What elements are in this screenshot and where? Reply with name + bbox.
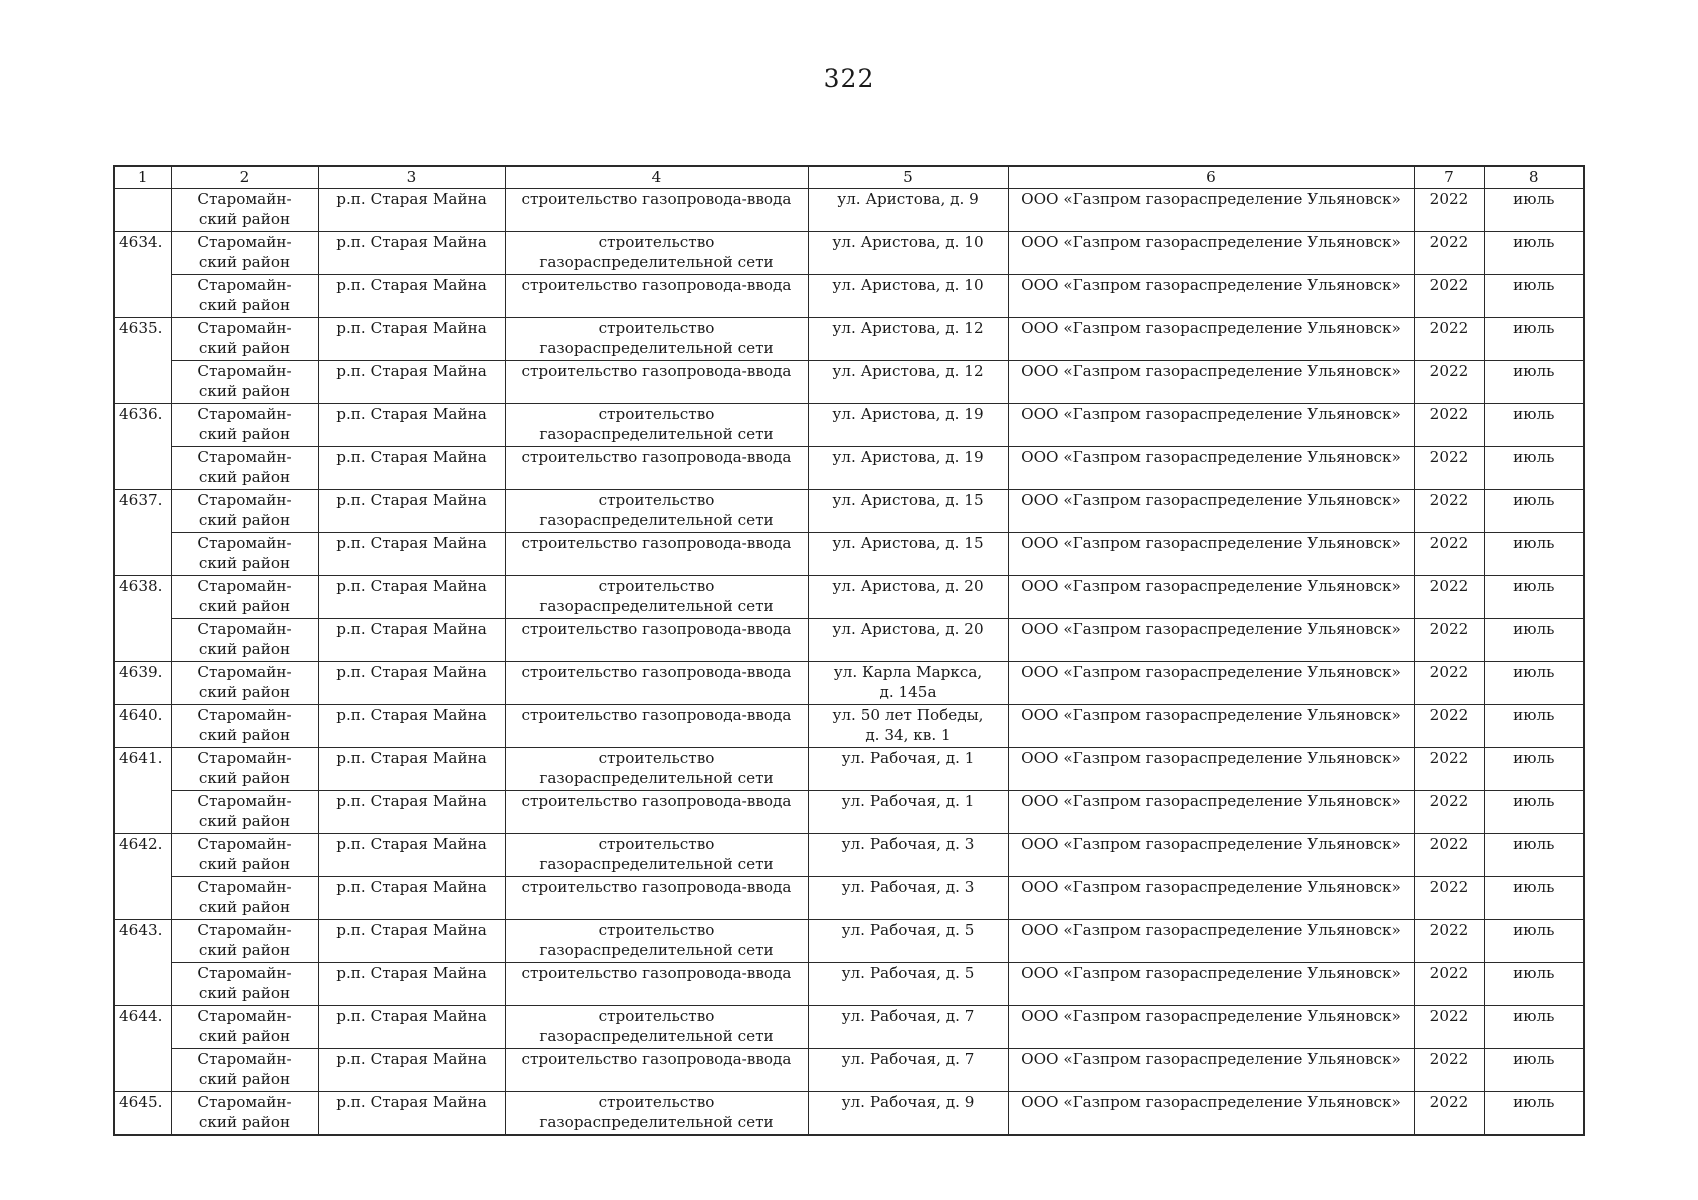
address-cell: ул. Аристова, д. 20: [808, 576, 1008, 619]
locality-cell: р.п. Старая Майна: [318, 1092, 505, 1136]
table-row: [114, 404, 1584, 447]
year-cell: 2022: [1414, 963, 1484, 1006]
address-cell: ул. Рабочая, д. 7: [808, 1006, 1008, 1049]
table-row: [114, 619, 1584, 662]
locality-cell: р.п. Старая Майна: [318, 920, 505, 963]
work-type-cell: строительство газораспределительной сети: [505, 490, 808, 533]
work-type-cell: строительство газопровода-ввода: [505, 447, 808, 490]
district-cell: Старомайн- ский район: [171, 447, 318, 490]
locality-cell: р.п. Старая Майна: [318, 705, 505, 748]
month-cell: июль: [1484, 533, 1584, 576]
table-row: [114, 963, 1584, 1006]
district-cell: Старомайн- ский район: [171, 834, 318, 877]
organization-cell: ООО «Газпром газораспределение Ульяновск»: [1008, 748, 1414, 791]
organization-cell: ООО «Газпром газораспределение Ульяновск»: [1008, 963, 1414, 1006]
year-cell: 2022: [1414, 275, 1484, 318]
month-cell: июль: [1484, 834, 1584, 877]
year-cell: 2022: [1414, 447, 1484, 490]
table-row: [114, 275, 1584, 318]
row-number: 4643.: [114, 920, 171, 1006]
district-cell: Старомайн- ский район: [171, 318, 318, 361]
organization-cell: ООО «Газпром газораспределение Ульяновск»: [1008, 705, 1414, 748]
locality-cell: р.п. Старая Майна: [318, 1049, 505, 1092]
table-row: [114, 662, 1584, 705]
district-cell: Старомайн- ский район: [171, 576, 318, 619]
address-cell: ул. Аристова, д. 12: [808, 318, 1008, 361]
month-cell: июль: [1484, 404, 1584, 447]
row-number: [114, 189, 171, 232]
table-body: [114, 189, 1584, 1136]
schedule-table: [113, 165, 1585, 1136]
year-cell: 2022: [1414, 834, 1484, 877]
work-type-cell: строительство газопровода-ввода: [505, 963, 808, 1006]
address-cell: ул. Аристова, д. 15: [808, 490, 1008, 533]
district-cell: Старомайн- ский район: [171, 1006, 318, 1049]
work-type-cell: строительство газопровода-ввода: [505, 361, 808, 404]
locality-cell: р.п. Старая Майна: [318, 189, 505, 232]
address-cell: ул. Рабочая, д. 7: [808, 1049, 1008, 1092]
month-cell: июль: [1484, 1092, 1584, 1136]
column-header: 2: [171, 166, 318, 189]
table-row: [114, 533, 1584, 576]
table-row: [114, 834, 1584, 877]
row-number: 4637.: [114, 490, 171, 576]
year-cell: 2022: [1414, 404, 1484, 447]
address-cell: ул. Карла Маркса, д. 145а: [808, 662, 1008, 705]
year-cell: 2022: [1414, 533, 1484, 576]
district-cell: Старомайн- ский район: [171, 1049, 318, 1092]
column-header: 1: [114, 166, 171, 189]
district-cell: Старомайн- ский район: [171, 490, 318, 533]
table-row: [114, 877, 1584, 920]
year-cell: 2022: [1414, 361, 1484, 404]
year-cell: 2022: [1414, 318, 1484, 361]
year-cell: 2022: [1414, 189, 1484, 232]
month-cell: июль: [1484, 705, 1584, 748]
row-number: 4640.: [114, 705, 171, 748]
work-type-cell: строительство газораспределительной сети: [505, 920, 808, 963]
organization-cell: ООО «Газпром газораспределение Ульяновск»: [1008, 662, 1414, 705]
address-cell: ул. Аристова, д. 10: [808, 275, 1008, 318]
column-header: 3: [318, 166, 505, 189]
month-cell: июль: [1484, 1049, 1584, 1092]
organization-cell: ООО «Газпром газораспределение Ульяновск»: [1008, 877, 1414, 920]
table-row: [114, 705, 1584, 748]
month-cell: июль: [1484, 662, 1584, 705]
organization-cell: ООО «Газпром газораспределение Ульяновск»: [1008, 447, 1414, 490]
locality-cell: р.п. Старая Майна: [318, 232, 505, 275]
table-row: [114, 361, 1584, 404]
locality-cell: р.п. Старая Майна: [318, 447, 505, 490]
district-cell: Старомайн- ский район: [171, 791, 318, 834]
table-row: [114, 1006, 1584, 1049]
locality-cell: р.п. Старая Майна: [318, 318, 505, 361]
district-cell: Старомайн- ский район: [171, 963, 318, 1006]
locality-cell: р.п. Старая Майна: [318, 791, 505, 834]
organization-cell: ООО «Газпром газораспределение Ульяновск»: [1008, 1049, 1414, 1092]
organization-cell: ООО «Газпром газораспределение Ульяновск»: [1008, 1092, 1414, 1136]
row-number: 4639.: [114, 662, 171, 705]
work-type-cell: строительство газораспределительной сети: [505, 232, 808, 275]
page-number: 322: [823, 64, 875, 93]
month-cell: июль: [1484, 791, 1584, 834]
column-header: 6: [1008, 166, 1414, 189]
locality-cell: р.п. Старая Майна: [318, 404, 505, 447]
district-cell: Старомайн- ский район: [171, 189, 318, 232]
address-cell: ул. 50 лет Победы, д. 34, кв. 1: [808, 705, 1008, 748]
district-cell: Старомайн- ский район: [171, 275, 318, 318]
year-cell: 2022: [1414, 920, 1484, 963]
address-cell: ул. Аристова, д. 19: [808, 447, 1008, 490]
address-cell: ул. Рабочая, д. 1: [808, 748, 1008, 791]
locality-cell: р.п. Старая Майна: [318, 533, 505, 576]
organization-cell: ООО «Газпром газораспределение Ульяновск»: [1008, 1006, 1414, 1049]
work-type-cell: строительство газопровода-ввода: [505, 877, 808, 920]
district-cell: Старомайн- ский район: [171, 920, 318, 963]
work-type-cell: строительство газопровода-ввода: [505, 275, 808, 318]
district-cell: Старомайн- ский район: [171, 533, 318, 576]
district-cell: Старомайн- ский район: [171, 1092, 318, 1136]
district-cell: Старомайн- ский район: [171, 361, 318, 404]
table-row: [114, 748, 1584, 791]
month-cell: июль: [1484, 963, 1584, 1006]
month-cell: июль: [1484, 920, 1584, 963]
organization-cell: ООО «Газпром газораспределение Ульяновск»: [1008, 189, 1414, 232]
table-row: [114, 576, 1584, 619]
row-number: 4634.: [114, 232, 171, 318]
month-cell: июль: [1484, 189, 1584, 232]
work-type-cell: строительство газопровода-ввода: [505, 533, 808, 576]
locality-cell: р.п. Старая Майна: [318, 963, 505, 1006]
row-number: 4641.: [114, 748, 171, 834]
address-cell: ул. Аристова, д. 19: [808, 404, 1008, 447]
work-type-cell: строительство газораспределительной сети: [505, 748, 808, 791]
table-row: [114, 920, 1584, 963]
work-type-cell: строительство газораспределительной сети: [505, 404, 808, 447]
district-cell: Старомайн- ский район: [171, 662, 318, 705]
locality-cell: р.п. Старая Майна: [318, 275, 505, 318]
organization-cell: ООО «Газпром газораспределение Ульяновск»: [1008, 533, 1414, 576]
organization-cell: ООО «Газпром газораспределение Ульяновск»: [1008, 490, 1414, 533]
month-cell: июль: [1484, 490, 1584, 533]
row-number: 4636.: [114, 404, 171, 490]
organization-cell: ООО «Газпром газораспределение Ульяновск»: [1008, 834, 1414, 877]
year-cell: 2022: [1414, 619, 1484, 662]
district-cell: Старомайн- ский район: [171, 748, 318, 791]
address-cell: ул. Рабочая, д. 5: [808, 963, 1008, 1006]
locality-cell: р.п. Старая Майна: [318, 361, 505, 404]
locality-cell: р.п. Старая Майна: [318, 576, 505, 619]
month-cell: июль: [1484, 361, 1584, 404]
locality-cell: р.п. Старая Майна: [318, 1006, 505, 1049]
district-cell: Старомайн- ский район: [171, 232, 318, 275]
year-cell: 2022: [1414, 877, 1484, 920]
year-cell: 2022: [1414, 748, 1484, 791]
month-cell: июль: [1484, 619, 1584, 662]
table-row: [114, 189, 1584, 232]
header-row: [114, 166, 1584, 189]
organization-cell: ООО «Газпром газораспределение Ульяновск»: [1008, 404, 1414, 447]
work-type-cell: строительство газопровода-ввода: [505, 662, 808, 705]
row-number: 4638.: [114, 576, 171, 662]
locality-cell: р.п. Старая Майна: [318, 490, 505, 533]
address-cell: ул. Аристова, д. 20: [808, 619, 1008, 662]
work-type-cell: строительство газопровода-ввода: [505, 189, 808, 232]
table-row: [114, 447, 1584, 490]
row-number: 4635.: [114, 318, 171, 404]
district-cell: Старомайн- ский район: [171, 619, 318, 662]
address-cell: ул. Аристова, д. 15: [808, 533, 1008, 576]
address-cell: ул. Рабочая, д. 1: [808, 791, 1008, 834]
locality-cell: р.п. Старая Майна: [318, 877, 505, 920]
month-cell: июль: [1484, 576, 1584, 619]
year-cell: 2022: [1414, 1049, 1484, 1092]
district-cell: Старомайн- ский район: [171, 404, 318, 447]
locality-cell: р.п. Старая Майна: [318, 619, 505, 662]
year-cell: 2022: [1414, 791, 1484, 834]
year-cell: 2022: [1414, 232, 1484, 275]
table-row: [114, 318, 1584, 361]
month-cell: июль: [1484, 275, 1584, 318]
work-type-cell: строительство газораспределительной сети: [505, 576, 808, 619]
district-cell: Старомайн- ский район: [171, 877, 318, 920]
year-cell: 2022: [1414, 576, 1484, 619]
month-cell: июль: [1484, 318, 1584, 361]
work-type-cell: строительство газораспределительной сети: [505, 834, 808, 877]
column-header: 5: [808, 166, 1008, 189]
address-cell: ул. Рабочая, д. 3: [808, 834, 1008, 877]
district-cell: Старомайн- ский район: [171, 705, 318, 748]
work-type-cell: строительство газораспределительной сети: [505, 1092, 808, 1136]
work-type-cell: строительство газопровода-ввода: [505, 1049, 808, 1092]
work-type-cell: строительство газопровода-ввода: [505, 791, 808, 834]
organization-cell: ООО «Газпром газораспределение Ульяновск»: [1008, 619, 1414, 662]
month-cell: июль: [1484, 1006, 1584, 1049]
address-cell: ул. Рабочая, д. 5: [808, 920, 1008, 963]
year-cell: 2022: [1414, 490, 1484, 533]
column-header: 4: [505, 166, 808, 189]
year-cell: 2022: [1414, 1092, 1484, 1136]
column-header: 7: [1414, 166, 1484, 189]
locality-cell: р.п. Старая Майна: [318, 748, 505, 791]
organization-cell: ООО «Газпром газораспределение Ульяновск»: [1008, 791, 1414, 834]
row-number: 4642.: [114, 834, 171, 920]
table-row: [114, 791, 1584, 834]
table-row: [114, 490, 1584, 533]
address-cell: ул. Рабочая, д. 3: [808, 877, 1008, 920]
table-row: [114, 1049, 1584, 1092]
row-number: 4645.: [114, 1092, 171, 1136]
organization-cell: ООО «Газпром газораспределение Ульяновск»: [1008, 232, 1414, 275]
column-header: 8: [1484, 166, 1584, 189]
address-cell: ул. Аристова, д. 12: [808, 361, 1008, 404]
work-type-cell: строительство газопровода-ввода: [505, 705, 808, 748]
address-cell: ул. Аристова, д. 9: [808, 189, 1008, 232]
locality-cell: р.п. Старая Майна: [318, 834, 505, 877]
organization-cell: ООО «Газпром газораспределение Ульяновск»: [1008, 920, 1414, 963]
work-type-cell: строительство газопровода-ввода: [505, 619, 808, 662]
address-cell: ул. Аристова, д. 10: [808, 232, 1008, 275]
month-cell: июль: [1484, 232, 1584, 275]
month-cell: июль: [1484, 748, 1584, 791]
organization-cell: ООО «Газпром газораспределение Ульяновск»: [1008, 361, 1414, 404]
work-type-cell: строительство газораспределительной сети: [505, 318, 808, 361]
organization-cell: ООО «Газпром газораспределение Ульяновск»: [1008, 275, 1414, 318]
work-type-cell: строительство газораспределительной сети: [505, 1006, 808, 1049]
organization-cell: ООО «Газпром газораспределение Ульяновск»: [1008, 318, 1414, 361]
row-number: 4644.: [114, 1006, 171, 1092]
year-cell: 2022: [1414, 662, 1484, 705]
year-cell: 2022: [1414, 1006, 1484, 1049]
table-row: [114, 1092, 1584, 1136]
year-cell: 2022: [1414, 705, 1484, 748]
month-cell: июль: [1484, 877, 1584, 920]
address-cell: ул. Рабочая, д. 9: [808, 1092, 1008, 1136]
table-row: [114, 232, 1584, 275]
organization-cell: ООО «Газпром газораспределение Ульяновск»: [1008, 576, 1414, 619]
month-cell: июль: [1484, 447, 1584, 490]
locality-cell: р.п. Старая Майна: [318, 662, 505, 705]
